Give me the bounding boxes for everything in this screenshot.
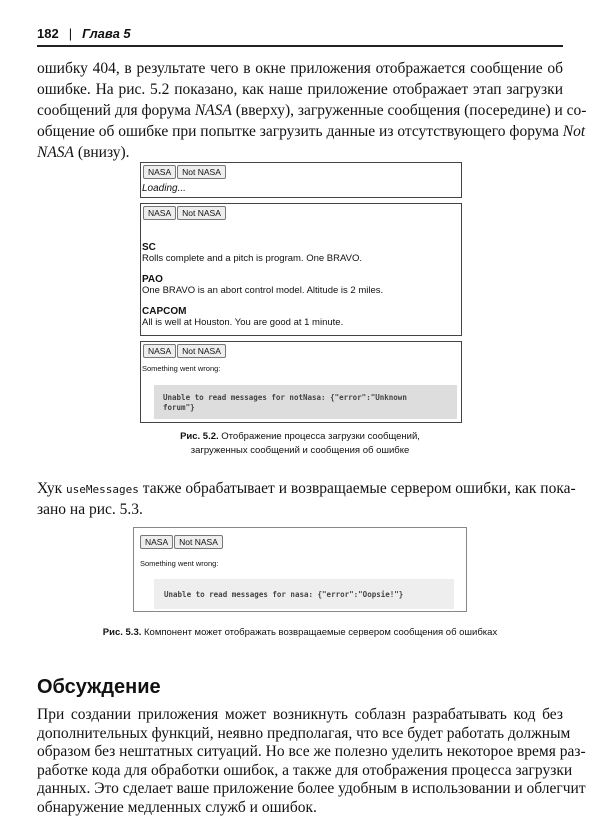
- figure-caption: [0, 431, 600, 442]
- figure-caption: [0, 627, 600, 638]
- text-line: работке кода для обработки ошибок, а также для отображения процесса загрузки: [37, 761, 573, 779]
- text: Хук: [37, 480, 66, 497]
- error-title: Something went wrong:: [140, 559, 219, 568]
- text: (внизу).: [74, 144, 130, 161]
- screenshot-error: [140, 341, 462, 423]
- message-item: [142, 274, 383, 296]
- error-line: Unable to read messages for nasa: {"error":"Oopsie!"}: [164, 590, 404, 599]
- message-author: CAPCOM: [142, 306, 187, 317]
- text-line: [37, 142, 563, 163]
- text-line: данных. Это сделает ваше приложение более удобным в использовании и облегчит: [37, 780, 586, 797]
- text-line: обнаружение медленных служб и ошибок.: [37, 798, 317, 816]
- paragraph-1: [37, 58, 587, 163]
- emphasis: Not: [562, 123, 586, 140]
- figure-caption-line2: загруженных сообщений и сообщения об ошибке: [190, 445, 410, 456]
- error-box: [154, 385, 457, 419]
- header-separator: |: [68, 26, 73, 41]
- text-line: дополнительных функций, неявно предполагая, что все будет работать должным: [37, 724, 571, 742]
- screenshot-messages: [140, 203, 462, 336]
- text-line: образом без нештатных ситуаций. Но все же полезно уделить некоторое время раз-: [37, 743, 586, 760]
- tab-not-nasa[interactable]: Not NASA: [177, 206, 226, 220]
- paragraph-2: [37, 478, 576, 520]
- tab-nasa[interactable]: NASA: [143, 165, 176, 179]
- text: общение об ошибке при попытке загрузить данные из отсутствующего форума: [37, 123, 563, 140]
- message-text: Rolls complete and a pitch is program. One BRAVO.: [142, 253, 363, 264]
- text: сообщений для форума: [37, 102, 195, 119]
- message-item: [142, 242, 362, 264]
- caption-label: Рис. 5.2.: [180, 431, 219, 442]
- running-header: [37, 26, 131, 41]
- text-line: зано на рис. 5.3.: [37, 501, 143, 518]
- emphasis: NASA: [194, 102, 232, 119]
- paragraph-3: [37, 706, 586, 817]
- tab-nasa[interactable]: NASA: [143, 206, 176, 220]
- screenshot-server-error: [133, 527, 467, 612]
- message-text: All is well at Houston. You are good at 1 minute.: [142, 317, 344, 328]
- message-author: PAO: [142, 274, 163, 285]
- text-line: [37, 100, 587, 121]
- error-line: forum"}: [163, 403, 195, 412]
- text: также обрабатывает и возвращаемые сервером ошибки, как пока-: [138, 480, 576, 497]
- caption-text: Компонент может отображать возвращаемые сервером сообщения об ошибках: [144, 627, 498, 638]
- tab-nasa[interactable]: NASA: [143, 344, 176, 358]
- message-item: [142, 306, 343, 328]
- text-line: При создании приложения может возникнуть соблазн разрабатывать код без: [37, 706, 563, 723]
- error-box: [154, 579, 454, 609]
- emphasis: NASA: [37, 144, 75, 161]
- tab-not-nasa[interactable]: Not NASA: [174, 535, 223, 549]
- tab-not-nasa[interactable]: Not NASA: [177, 344, 226, 358]
- text-line: ошибку 404, в результате чего в окне приложения отображается сообщение об: [37, 60, 563, 77]
- caption-text: Отображение процесса загрузки сообщений,: [221, 431, 420, 442]
- screenshot-loading: [140, 162, 462, 198]
- text: (вверху), загруженные сообщения (посередине) и со-: [231, 102, 587, 119]
- section-heading: Обсуждение: [37, 676, 161, 698]
- error-line: Unable to read messages for notNasa: {"error":"Unknown: [163, 393, 407, 402]
- header-rule: [37, 45, 563, 47]
- text-line: [37, 478, 576, 499]
- text-line: ошибке. На рис. 5.2 показано, как наше приложение отображает этап загрузки: [37, 81, 563, 98]
- tab-not-nasa[interactable]: Not NASA: [177, 165, 226, 179]
- message-author: SC: [142, 242, 156, 253]
- inline-code: useMessages: [66, 483, 139, 496]
- message-text: One BRAVO is an abort control model. Altitude is 2 miles.: [142, 285, 384, 296]
- chapter-title: Глава 5: [82, 26, 131, 41]
- loading-text: Loading...: [142, 183, 186, 194]
- caption-label: Рис. 5.3.: [102, 627, 142, 638]
- page-number: 182: [37, 26, 59, 41]
- tab-nasa[interactable]: NASA: [140, 535, 173, 549]
- error-title: Something went wrong:: [142, 364, 221, 373]
- text-line: [37, 121, 586, 142]
